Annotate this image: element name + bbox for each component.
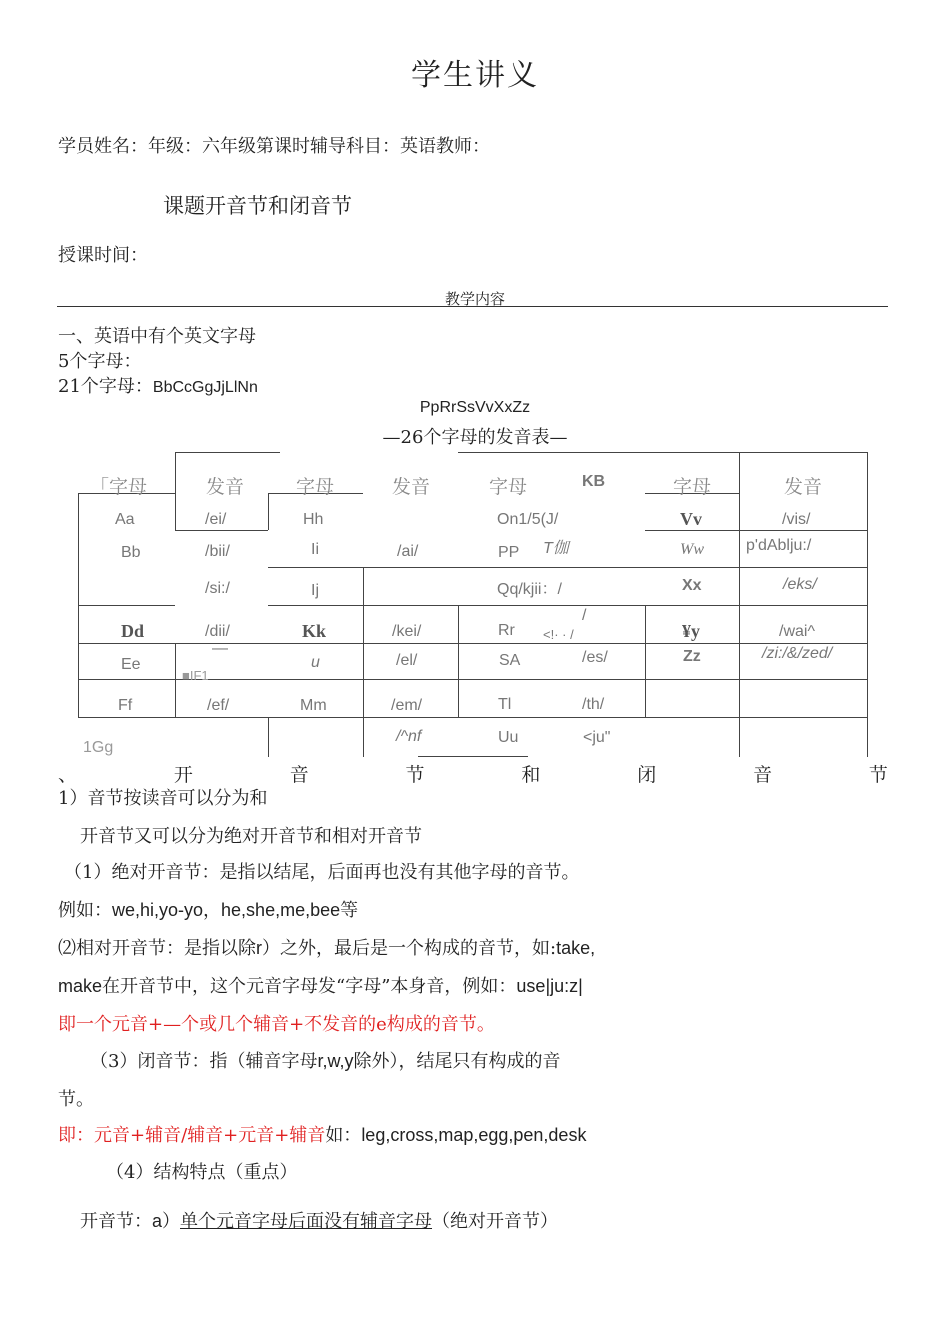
consonant-letters-a: BbCcGgJjLlNn — [152, 379, 258, 396]
p5-b: r — [256, 938, 262, 958]
heading-char: 、 — [58, 764, 78, 786]
hdr-letter-2: 字母 — [296, 476, 335, 498]
consonant-prefix: 21个字母： — [58, 376, 153, 397]
cell: /si:/ — [205, 580, 230, 597]
cell: Ii — [311, 541, 319, 558]
p4-words: we,hi,yo-yo，he,she,me,bee — [112, 900, 341, 920]
consonant-letters-b: PpRrSsVvXxZz — [419, 399, 531, 416]
cell: Qq/kjii：/ — [497, 581, 562, 598]
section1-heading: 一、英语中有个英文字母 — [58, 326, 256, 347]
paragraph-5 — [58, 934, 595, 960]
cell: /kei/ — [392, 623, 422, 640]
cell: — — [212, 640, 228, 657]
paragraph-11: （4）结构特点（重点） — [106, 1162, 298, 1183]
p12-c: （绝对开音节） — [432, 1211, 559, 1232]
page-title: 学生讲义 — [411, 58, 539, 93]
paragraph-6 — [58, 972, 583, 998]
paragraph-7: 即一个元音+—个或几个辅音+不发音的e构成的音节。 — [58, 1014, 495, 1035]
vowel-line: 5个字母： — [58, 351, 142, 372]
hdr-letter-3: 字母 — [489, 476, 528, 498]
cell: /zi:/&/zed/ — [762, 645, 833, 662]
cell: 1Gg — [83, 739, 114, 756]
section2-heading — [58, 760, 888, 787]
paragraph-9: 节。 — [58, 1089, 94, 1110]
hdr-letter-4: 字母 — [673, 476, 712, 498]
cell: T伽 — [543, 540, 569, 557]
cell: Dd — [121, 621, 145, 641]
p12-b: a） — [152, 1211, 181, 1231]
hdr-sound-3: KB — [582, 473, 606, 490]
cell: Ee — [121, 656, 141, 673]
paragraph-12 — [80, 1207, 558, 1233]
p5-c: ）之外，最后是一个构成的音节，如: — [262, 938, 557, 959]
heading-char: 音 — [289, 764, 309, 786]
paragraph-2: 开音节又可以分为绝对开音节和相对开音节 — [80, 826, 422, 847]
cell: /ei/ — [205, 511, 227, 528]
cell: Ff — [118, 697, 133, 714]
p12-underlined: 单个元音字母后面没有辅音字母 — [180, 1211, 433, 1232]
cell: Uu — [498, 729, 519, 746]
p6-c: use|ju:z| — [516, 976, 583, 996]
cell: PP — [498, 544, 520, 561]
table-title: —26个字母的发音表— — [382, 427, 568, 448]
cell: /ai/ — [397, 543, 419, 560]
p4-prefix: 例如： — [58, 900, 112, 921]
cell: Aa — [115, 511, 135, 528]
p5-a: ⑵相对开音节：是指以除 — [58, 938, 256, 959]
cell: Bb — [121, 544, 141, 561]
cell: Mm — [300, 697, 327, 714]
paragraph-1: 1）音节按读音可以分为和 — [58, 788, 268, 809]
cell: Zz — [683, 648, 701, 665]
cell: Rr — [498, 622, 515, 639]
cell: <!· · / — [543, 627, 574, 642]
student-info-line: 学员姓名：年级：六年级第课时辅导科目：英语教师： — [58, 136, 490, 157]
p8-a: （3）闭音节：指（辅音字母 — [90, 1051, 318, 1072]
cell: ¥y — [682, 621, 700, 641]
paragraph-10 — [58, 1121, 586, 1147]
cell: /^nf — [396, 728, 422, 745]
paragraph-4 — [58, 896, 358, 922]
cell: /em/ — [391, 697, 423, 714]
p10-red: 即：元音+辅音/辅音+元音+辅音 — [58, 1125, 326, 1146]
cell: SA — [499, 652, 521, 669]
p10-b: 如： — [325, 1125, 362, 1146]
content-label: 教学内容 — [444, 290, 505, 308]
cell: /dii/ — [205, 623, 230, 640]
cell: /es/ — [582, 649, 608, 666]
hdr-sound-2: 发音 — [392, 476, 431, 498]
heading-char: 节 — [405, 764, 425, 786]
p10-words: leg,cross,map,egg,pen,desk — [361, 1125, 587, 1145]
heading-char: 开 — [173, 764, 193, 786]
cell: Tl — [498, 696, 512, 713]
heading-char: 节 — [868, 764, 888, 786]
cell: / — [582, 607, 587, 624]
cell: /eks/ — [783, 576, 817, 593]
cell: Ww — [680, 541, 704, 558]
cell: On1/5(J/ — [497, 511, 559, 528]
p4-suffix: 等 — [340, 900, 359, 921]
heading-char: 闭 — [637, 764, 657, 786]
heading-char: 音 — [753, 764, 773, 786]
p5-d: take, — [556, 938, 596, 958]
p8-c: 除外），结尾只有构成的音 — [353, 1051, 561, 1072]
cell: /wai^ — [779, 623, 815, 640]
p8-b: r,w,y — [317, 1051, 354, 1071]
lesson-topic: 课题开音节和闭音节 — [163, 194, 352, 218]
cell: u — [311, 654, 320, 671]
p12-a: 开音节： — [80, 1211, 152, 1232]
paragraph-3: （1）绝对开音节：是指以结尾，后面再也没有其他字母的音节。 — [64, 862, 580, 883]
p6-b: 在开音节中，这个元音字母发“字母”本身音，例如： — [102, 976, 517, 997]
cell: <ju" — [583, 729, 611, 746]
hdr-letter-1: 「字母 — [90, 476, 148, 498]
hdr-sound-4: 发音 — [784, 476, 823, 498]
lesson-time: 授课时间： — [58, 245, 148, 266]
cell: /vis/ — [782, 511, 811, 528]
cell: Ij — [311, 582, 319, 599]
paragraph-8 — [90, 1047, 560, 1073]
cell: ■IF1 — [182, 668, 209, 683]
cell: /th/ — [582, 696, 605, 713]
cell: Kk — [302, 621, 327, 641]
cell: /ef/ — [207, 697, 230, 714]
cell: Hh — [303, 511, 324, 528]
hdr-sound-1: 发音 — [206, 476, 245, 498]
cell: Xx — [682, 577, 702, 594]
p6-a: make — [58, 976, 103, 996]
heading-char: 和 — [521, 764, 541, 786]
cell: /el/ — [396, 652, 418, 669]
cell: /bii/ — [205, 543, 230, 560]
cell: Vv — [680, 509, 702, 529]
cell: p'dAblju:/ — [746, 537, 812, 554]
